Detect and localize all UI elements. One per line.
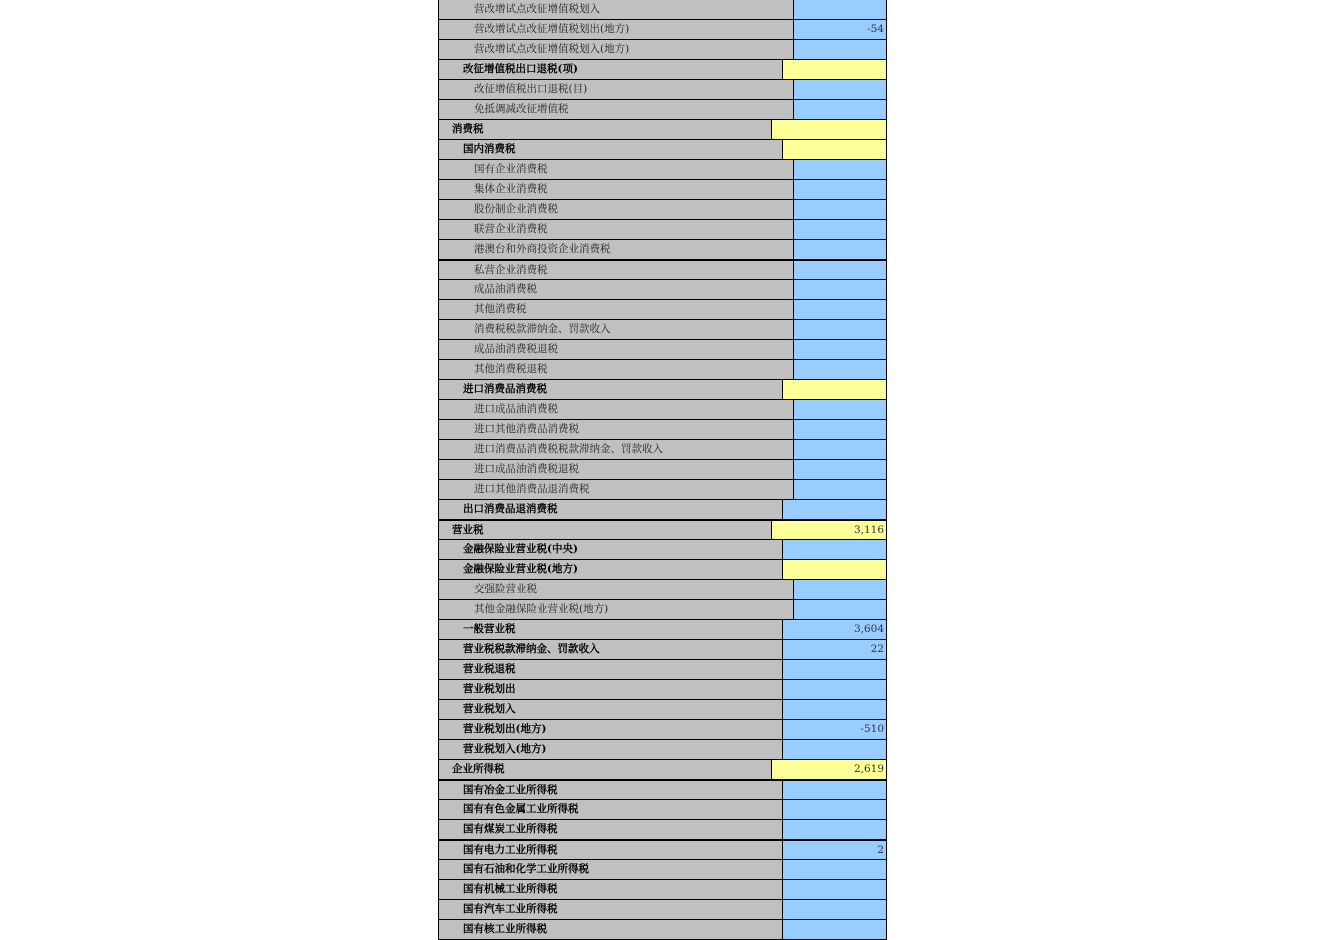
table-row [439, 479, 886, 499]
input-value-cell[interactable] [794, 0, 886, 19]
table-row [439, 0, 886, 19]
input-value-cell[interactable] [794, 340, 886, 359]
input-value-cell[interactable] [794, 300, 886, 319]
row-label-cell[interactable]: 营业税划出(地方) [439, 720, 783, 739]
row-label-cell[interactable]: 营业税退税 [439, 660, 783, 679]
input-value-cell[interactable] [783, 820, 886, 839]
input-value-cell[interactable] [794, 600, 886, 619]
table-row [439, 459, 886, 479]
row-label-cell[interactable]: 国有有色金属工业所得税 [439, 800, 783, 819]
input-value-cell[interactable] [794, 80, 886, 99]
row-label-cell[interactable]: 消费税税款滞纳金、罚款收入 [439, 320, 794, 339]
subtotal-value-cell[interactable] [783, 560, 886, 579]
row-label-cell[interactable]: 国有企业消费税 [439, 160, 794, 179]
input-value-cell[interactable] [794, 420, 886, 439]
input-value-cell[interactable] [783, 860, 886, 879]
row-label-cell[interactable]: 免抵调减改征增值税 [439, 100, 794, 119]
table-row [439, 779, 886, 799]
table-row [439, 639, 886, 659]
table-row [439, 359, 886, 379]
row-label-cell[interactable]: 营业税 [439, 521, 772, 539]
input-value-cell[interactable] [794, 280, 886, 299]
row-label-cell[interactable]: 一般营业税 [439, 620, 783, 639]
input-value-cell[interactable] [783, 900, 886, 919]
row-label-cell[interactable]: 国有煤炭工业所得税 [439, 820, 783, 839]
input-value-cell[interactable] [794, 400, 886, 419]
row-label-cell[interactable]: 国内消费税 [439, 140, 783, 159]
input-value-cell[interactable] [794, 261, 886, 279]
table-row [439, 559, 886, 579]
row-label-cell[interactable]: 港澳台和外商投资企业消费税 [439, 240, 794, 259]
table-row [439, 19, 886, 39]
input-value-cell[interactable] [783, 700, 886, 719]
row-label-cell[interactable]: 消费税 [439, 120, 772, 139]
input-value-cell[interactable] [794, 240, 886, 259]
table-row [439, 259, 886, 279]
table-row [439, 499, 886, 519]
table-row [439, 439, 886, 459]
table-row [439, 799, 886, 819]
row-label-cell[interactable]: 进口消费品消费税 [439, 380, 783, 399]
table-row [439, 239, 886, 259]
input-value-cell[interactable] [794, 440, 886, 459]
row-label-cell[interactable]: 进口其他消费品消费税 [439, 420, 794, 439]
row-label-cell[interactable]: 其他消费税 [439, 300, 794, 319]
table-row [439, 519, 886, 539]
table-row [439, 859, 886, 879]
input-value-cell[interactable] [794, 320, 886, 339]
row-label-cell[interactable]: 营改增试点改征增值税划出(地方) [439, 20, 794, 39]
row-label-cell[interactable]: 营业税划入 [439, 700, 783, 719]
row-label-cell[interactable]: 企业所得税 [439, 760, 772, 779]
table-row [439, 179, 886, 199]
input-value-cell[interactable] [783, 800, 886, 819]
table-row [439, 899, 886, 919]
input-value-cell[interactable] [794, 100, 886, 119]
input-value-cell[interactable] [783, 920, 886, 939]
subtotal-value-cell[interactable] [772, 120, 886, 139]
row-label-cell[interactable]: 进口成品油消费税退税 [439, 460, 794, 479]
row-label-cell[interactable]: 营改增试点改征增值税划入 [439, 0, 794, 19]
table-row [439, 419, 886, 439]
table-row [439, 119, 886, 139]
input-value-cell[interactable]: 2 [783, 841, 886, 859]
table-row [439, 739, 886, 759]
row-label-cell[interactable]: 国有石油和化学工业所得税 [439, 860, 783, 879]
row-label-cell[interactable]: 营业税划入(地方) [439, 740, 783, 759]
input-value-cell[interactable] [794, 460, 886, 479]
row-label-cell[interactable]: 成品油消费税 [439, 280, 794, 299]
table-row [439, 319, 886, 339]
input-value-cell[interactable] [794, 40, 886, 59]
table-row [439, 579, 886, 599]
input-value-cell[interactable] [783, 660, 886, 679]
table-row [439, 159, 886, 179]
table-row [439, 599, 886, 619]
row-label-cell[interactable]: 营改增试点改征增值税划入(地方) [439, 40, 794, 59]
input-value-cell[interactable] [794, 160, 886, 179]
row-label-cell[interactable]: 金融保险业营业税(中央) [439, 540, 783, 559]
row-label-cell[interactable]: 改征增值税出口退税(项) [439, 60, 783, 79]
table-row [439, 219, 886, 239]
subtotal-value-cell[interactable]: 3,116 [772, 521, 886, 539]
input-value-cell[interactable] [783, 880, 886, 899]
row-label-cell[interactable]: 联营企业消费税 [439, 220, 794, 239]
input-value-cell[interactable] [794, 180, 886, 199]
input-value-cell[interactable] [794, 480, 886, 499]
row-label-cell[interactable]: 成品油消费税退税 [439, 340, 794, 359]
input-value-cell[interactable] [783, 781, 886, 799]
table-row [439, 679, 886, 699]
input-value-cell[interactable] [794, 200, 886, 219]
input-value-cell[interactable]: 3,604 [783, 620, 886, 639]
row-label-cell[interactable]: 营业税税款滞纳金、罚款收入 [439, 640, 783, 659]
table-row [439, 539, 886, 559]
row-label-cell[interactable]: 交强险营业税 [439, 580, 794, 599]
input-value-cell[interactable] [783, 740, 886, 759]
input-value-cell[interactable] [783, 500, 886, 519]
subtotal-value-cell[interactable] [783, 380, 886, 399]
row-label-cell[interactable]: 国有汽车工业所得税 [439, 900, 783, 919]
table-row [439, 59, 886, 79]
table-row [439, 199, 886, 219]
subtotal-value-cell[interactable] [783, 140, 886, 159]
subtotal-value-cell[interactable]: 2,619 [772, 760, 886, 779]
subtotal-value-cell[interactable] [783, 60, 886, 79]
row-label-cell[interactable]: 集体企业消费税 [439, 180, 794, 199]
input-value-cell[interactable] [783, 680, 886, 699]
table-row [439, 619, 886, 639]
row-label-cell[interactable]: 私营企业消费税 [439, 261, 794, 279]
row-label-cell[interactable]: 进口成品油消费税 [439, 400, 794, 419]
input-value-cell[interactable] [794, 360, 886, 379]
table-row [439, 39, 886, 59]
input-value-cell[interactable] [783, 540, 886, 559]
row-label-cell[interactable]: 其他消费税退税 [439, 360, 794, 379]
table-row [439, 879, 886, 899]
input-value-cell[interactable]: -54 [794, 20, 886, 39]
table-row [439, 339, 886, 359]
table-row [439, 379, 886, 399]
input-value-cell[interactable]: 22 [783, 640, 886, 659]
row-label-cell[interactable]: 改征增值税出口退税(目) [439, 80, 794, 99]
table-row [439, 719, 886, 739]
row-label-cell[interactable]: 其他金融保险业营业税(地方) [439, 600, 794, 619]
table-row [439, 699, 886, 719]
row-label-cell[interactable]: 进口其他消费品退消费税 [439, 480, 794, 499]
row-label-cell[interactable]: 国有核工业所得税 [439, 920, 783, 939]
input-value-cell[interactable] [794, 580, 886, 599]
row-label-cell[interactable]: 国有冶金工业所得税 [439, 781, 783, 799]
spreadsheet-table [438, 0, 887, 940]
table-row [439, 279, 886, 299]
row-label-cell[interactable]: 营业税划出 [439, 680, 783, 699]
table-row [439, 79, 886, 99]
table-row [439, 139, 886, 159]
table-row [439, 819, 886, 839]
table-row [439, 659, 886, 679]
table-row [439, 919, 886, 939]
row-label-cell[interactable]: 出口消费品退消费税 [439, 500, 783, 519]
table-row [439, 759, 886, 779]
row-label-cell[interactable]: 进口消费品消费税税款滞纳金、罚款收入 [439, 440, 794, 459]
table-row [439, 99, 886, 119]
row-label-cell[interactable]: 金融保险业营业税(地方) [439, 560, 783, 579]
row-label-cell[interactable]: 国有电力工业所得税 [439, 841, 783, 859]
input-value-cell[interactable]: -510 [783, 720, 886, 739]
table-row [439, 839, 886, 859]
row-label-cell[interactable]: 股份制企业消费税 [439, 200, 794, 219]
table-row [439, 299, 886, 319]
table-row [439, 399, 886, 419]
input-value-cell[interactable] [794, 220, 886, 239]
row-label-cell[interactable]: 国有机械工业所得税 [439, 880, 783, 899]
